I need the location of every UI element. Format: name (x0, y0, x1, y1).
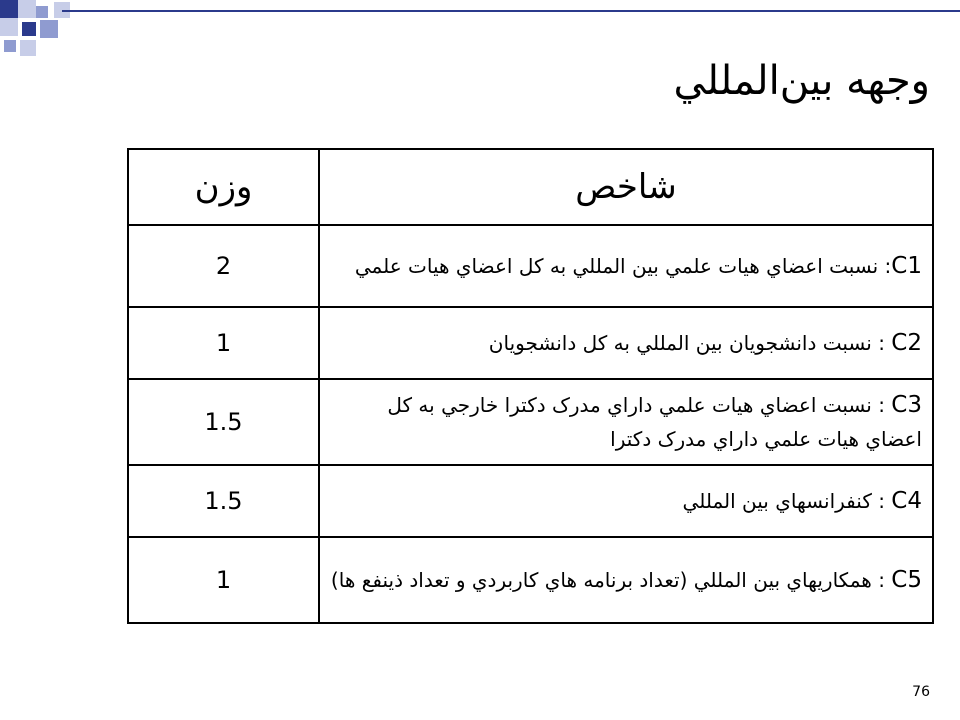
header-index: شاخص (319, 149, 933, 225)
corner-decoration (0, 0, 80, 60)
deco-square (18, 0, 36, 18)
table-row (128, 465, 933, 537)
row-text: نسبت اعضاي هيات علمي بين المللي به كل اعضاي هيات علمي (354, 254, 879, 278)
row-description (319, 307, 933, 379)
row-weight: 1 (128, 537, 319, 623)
table-row (128, 379, 933, 465)
table-row (128, 225, 933, 307)
row-description (319, 465, 933, 537)
row-separator: : (878, 254, 892, 278)
row-code: C5 (891, 567, 922, 593)
row-description (319, 537, 933, 623)
row-weight: 1.5 (128, 465, 319, 537)
row-weight: 2 (128, 225, 319, 307)
row-text: نسبت دانشجويان بين المللي به كل دانشجويان (488, 331, 872, 355)
deco-square (20, 40, 36, 56)
row-weight: 1 (128, 307, 319, 379)
row-separator: : (871, 393, 892, 417)
row-code: C4 (891, 488, 922, 514)
index-table (127, 148, 934, 624)
row-code: C1 (891, 253, 922, 279)
top-divider-line (62, 10, 960, 12)
row-weight: 1.5 (128, 379, 319, 465)
table-row (128, 307, 933, 379)
row-text: همكاريهاي بين المللي (تعداد برنامه هاي كاربردي و تعداد ذينفع ها) (330, 568, 872, 592)
row-separator: : (871, 331, 892, 355)
row-description (319, 225, 933, 307)
deco-square (22, 22, 36, 36)
row-text: نسبت اعضاي هيات علمي داراي مدرک دکترا خارجي به کل اعضاي هيات علمي داراي مدرک دکترا (387, 393, 922, 451)
table-header-row (128, 149, 933, 225)
row-separator: : (871, 568, 892, 592)
table-row (128, 537, 933, 623)
slide-title: وجهه بين‌المللي (673, 58, 930, 104)
deco-square (36, 6, 48, 18)
row-separator: : (871, 489, 892, 513)
row-code: C2 (891, 330, 922, 356)
row-code: C3 (891, 392, 922, 418)
deco-square (4, 40, 16, 52)
deco-square (0, 18, 18, 36)
page-number: 76 (912, 684, 930, 700)
row-text: کنفرانسهاي بين المللي (682, 489, 872, 513)
deco-square (0, 0, 18, 18)
deco-square (40, 20, 58, 38)
header-weight: وزن (128, 149, 319, 225)
row-description (319, 379, 933, 465)
